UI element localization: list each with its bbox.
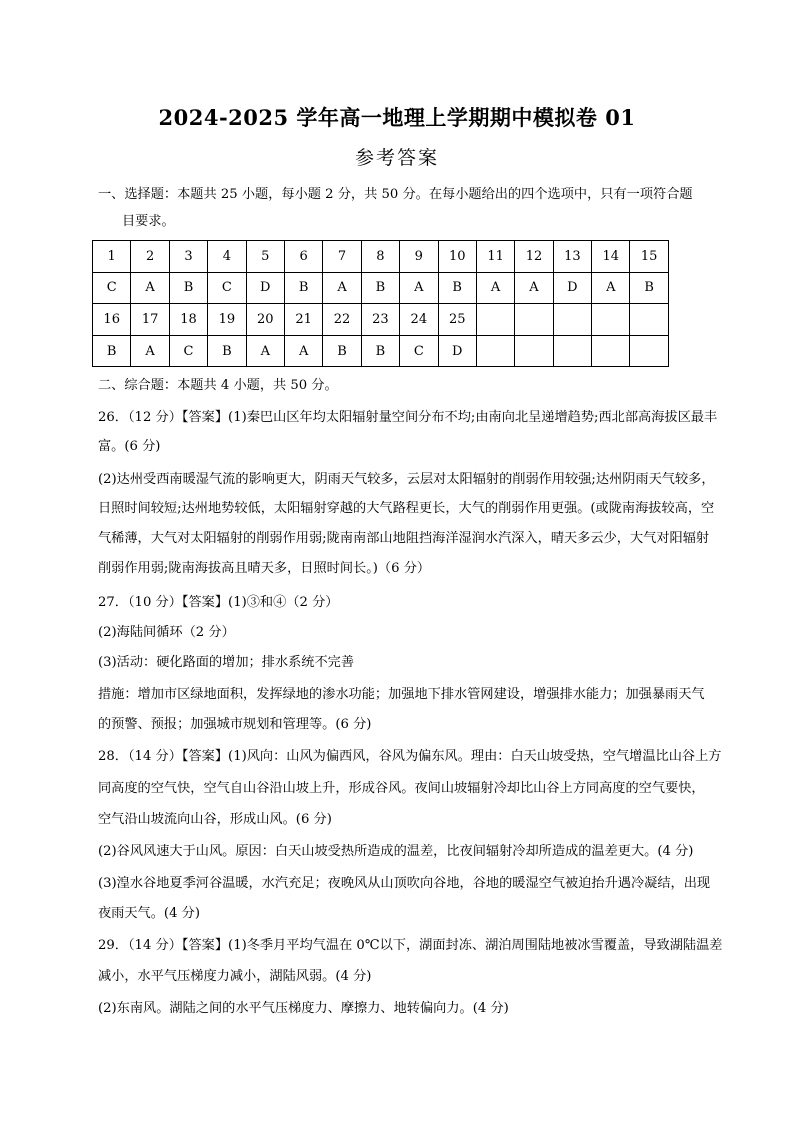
q28-answer: 28．（14 分）【答案】(1)风向：山风为偏西风，谷风为偏东风。理由：白天山坡受热，空气增温比山谷上方: [98, 749, 722, 764]
q28-part2: (2)谷风风速大于山风。原因：白天山坡受热所造成的温差，比夜间辐射冷却所造成的温差更大。(4 分): [98, 844, 694, 859]
question-number-cell: 11: [476, 241, 514, 273]
answer-cell: [592, 335, 630, 367]
question-number-cell: 6: [284, 241, 322, 273]
answer-cell: B: [284, 272, 322, 304]
section1-intro-cont: 目要求。: [122, 214, 175, 229]
question-number-cell: [630, 304, 668, 336]
question-number-cell: [592, 304, 630, 336]
question-number-cell: [515, 304, 553, 336]
question-number-cell: 5: [246, 241, 284, 273]
answer-cell: C: [169, 335, 207, 367]
answer-cell: B: [169, 272, 207, 304]
answer-cell: D: [246, 272, 284, 304]
question-number-cell: 19: [208, 304, 246, 336]
q28-answer-cont: 空气沿山坡流向山谷，形成山风。(6 分): [98, 812, 332, 827]
question-number-cell: 16: [93, 304, 131, 336]
answer-cell: B: [630, 272, 668, 304]
question-number-cell: [476, 304, 514, 336]
question-number-cell: 14: [592, 241, 630, 273]
page-subtitle: 参考答案: [354, 147, 439, 169]
q29-part2: (2)东南风。湖陆之间的水平气压梯度力、摩擦力、地转偏向力。(4 分): [98, 1001, 509, 1016]
question-number-cell: 8: [361, 241, 399, 273]
q29-answer-cont: 减小，水平气压梯度力减小，湖陆风弱。(4 分): [98, 969, 372, 984]
answer-cell: A: [400, 272, 438, 304]
section2-intro: 二、综合题：本题共 4 小题，共 50 分。: [98, 378, 338, 393]
answer-cell: B: [361, 272, 399, 304]
q26-answer-cont: 富。(6 分): [98, 439, 161, 454]
question-number-cell: 20: [246, 304, 284, 336]
question-number-cell: 3: [169, 241, 207, 273]
question-number-cell: 2: [131, 241, 169, 273]
answer-cell: [630, 335, 668, 367]
answer-cell: A: [323, 272, 361, 304]
answer-cell: B: [323, 335, 361, 367]
answer-table-row: [93, 304, 669, 336]
question-number-cell: 4: [208, 241, 246, 273]
answer-cell: A: [592, 272, 630, 304]
question-number-cell: 7: [323, 241, 361, 273]
answer-cell: A: [131, 335, 169, 367]
answer-table-row: [93, 241, 669, 273]
question-number-cell: 10: [438, 241, 476, 273]
answer-cell: C: [208, 272, 246, 304]
answer-cell: [553, 335, 591, 367]
question-number-cell: 1: [93, 241, 131, 273]
q26-part2-cont: 日照时间较短;达州地势较低，太阳辐射穿越的大气路程更长，大气的削弱作用更强。(或陇南海拔较高，空: [98, 501, 715, 516]
answer-cell: D: [438, 335, 476, 367]
question-number-cell: 17: [131, 304, 169, 336]
q27-measures: 措施：增加市区绿地面积，发挥绿地的渗水功能；加强地下排水管网建设，增强排水能力；加强暴雨天气: [98, 687, 705, 702]
q28-part3-cont: 夜雨天气。(4 分): [98, 906, 200, 921]
answer-cell: B: [93, 335, 131, 367]
answer-cell: B: [208, 335, 246, 367]
answer-cell: D: [553, 272, 591, 304]
question-number-cell: 25: [438, 304, 476, 336]
answer-cell: A: [246, 335, 284, 367]
answer-cell: A: [515, 272, 553, 304]
q26-part2-cont: 气稀薄，大气对太阳辐射的削弱作用弱;陇南南部山地阻挡海洋湿润水汽深入，晴天多云少，大气对阳辐射: [98, 531, 710, 546]
question-number-cell: [553, 304, 591, 336]
section1-intro: 一、选择题：本题共 25 小题，每小题 2 分，共 50 分。在每小题给出的四个选项中，只有一项符合题: [98, 187, 693, 202]
question-number-cell: 15: [630, 241, 668, 273]
answer-cell: [515, 335, 553, 367]
question-number-cell: 9: [400, 241, 438, 273]
q27-measures-cont: 的预警、预报；加强城市规划和管理等。(6 分): [98, 717, 372, 732]
answer-cell: B: [438, 272, 476, 304]
q26-answer: 26．（12 分）【答案】(1)秦巴山区年均太阳辐射量空间分布不均;由南向北呈递增趋势;西北部高海拔区最丰: [98, 410, 718, 425]
question-number-cell: 22: [323, 304, 361, 336]
answer-cell: C: [400, 335, 438, 367]
answer-table-row: [93, 272, 669, 304]
q27-answer: 27．（10 分）【答案】(1)③和④（2 分）: [98, 595, 339, 610]
question-number-cell: 21: [284, 304, 322, 336]
q27-part2: (2)海陆间循环（2 分）: [98, 625, 235, 640]
answer-cell: C: [93, 272, 131, 304]
answer-cell: A: [476, 272, 514, 304]
answer-table-row: [93, 335, 669, 367]
q27-part3: (3)活动：硬化路面的增加；排水系统不完善: [98, 655, 355, 670]
q28-answer-cont: 同高度的空气快，空气自山谷沿山坡上升，形成谷风。夜间山坡辐射冷却比山谷上方同高度的空气要快，: [98, 781, 705, 796]
q26-part2-cont: 削弱作用弱;陇南海拔高且晴天多，日照时间长。)（6 分）: [98, 561, 431, 576]
question-number-cell: 18: [169, 304, 207, 336]
page-title: 2024-2025 学年高一地理上学期期中模拟卷 01: [158, 105, 636, 130]
q26-part2: (2)达州受西南暖湿气流的影响更大，阴雨天气较多，云层对太阳辐射的削弱作用较强;达州阴雨天气较多，: [98, 472, 715, 487]
q28-part3: (3)湟水谷地夏季河谷温暖，水汽充足；夜晚风从山顶吹向谷地，谷地的暖湿空气被迫抬升遇冷凝结，出现: [98, 876, 711, 891]
question-number-cell: 12: [515, 241, 553, 273]
question-number-cell: 13: [553, 241, 591, 273]
answer-cell: [476, 335, 514, 367]
answer-cell: A: [131, 272, 169, 304]
q29-answer: 29．（14 分）【答案】(1)冬季月平均气温在 0℃以下，湖面封冻、湖泊周围陆地被冰雪覆盖，导致湖陆温差: [98, 938, 723, 953]
answer-cell: B: [361, 335, 399, 367]
answer-table: [92, 240, 669, 367]
question-number-cell: 24: [400, 304, 438, 336]
answer-cell: A: [284, 335, 322, 367]
question-number-cell: 23: [361, 304, 399, 336]
